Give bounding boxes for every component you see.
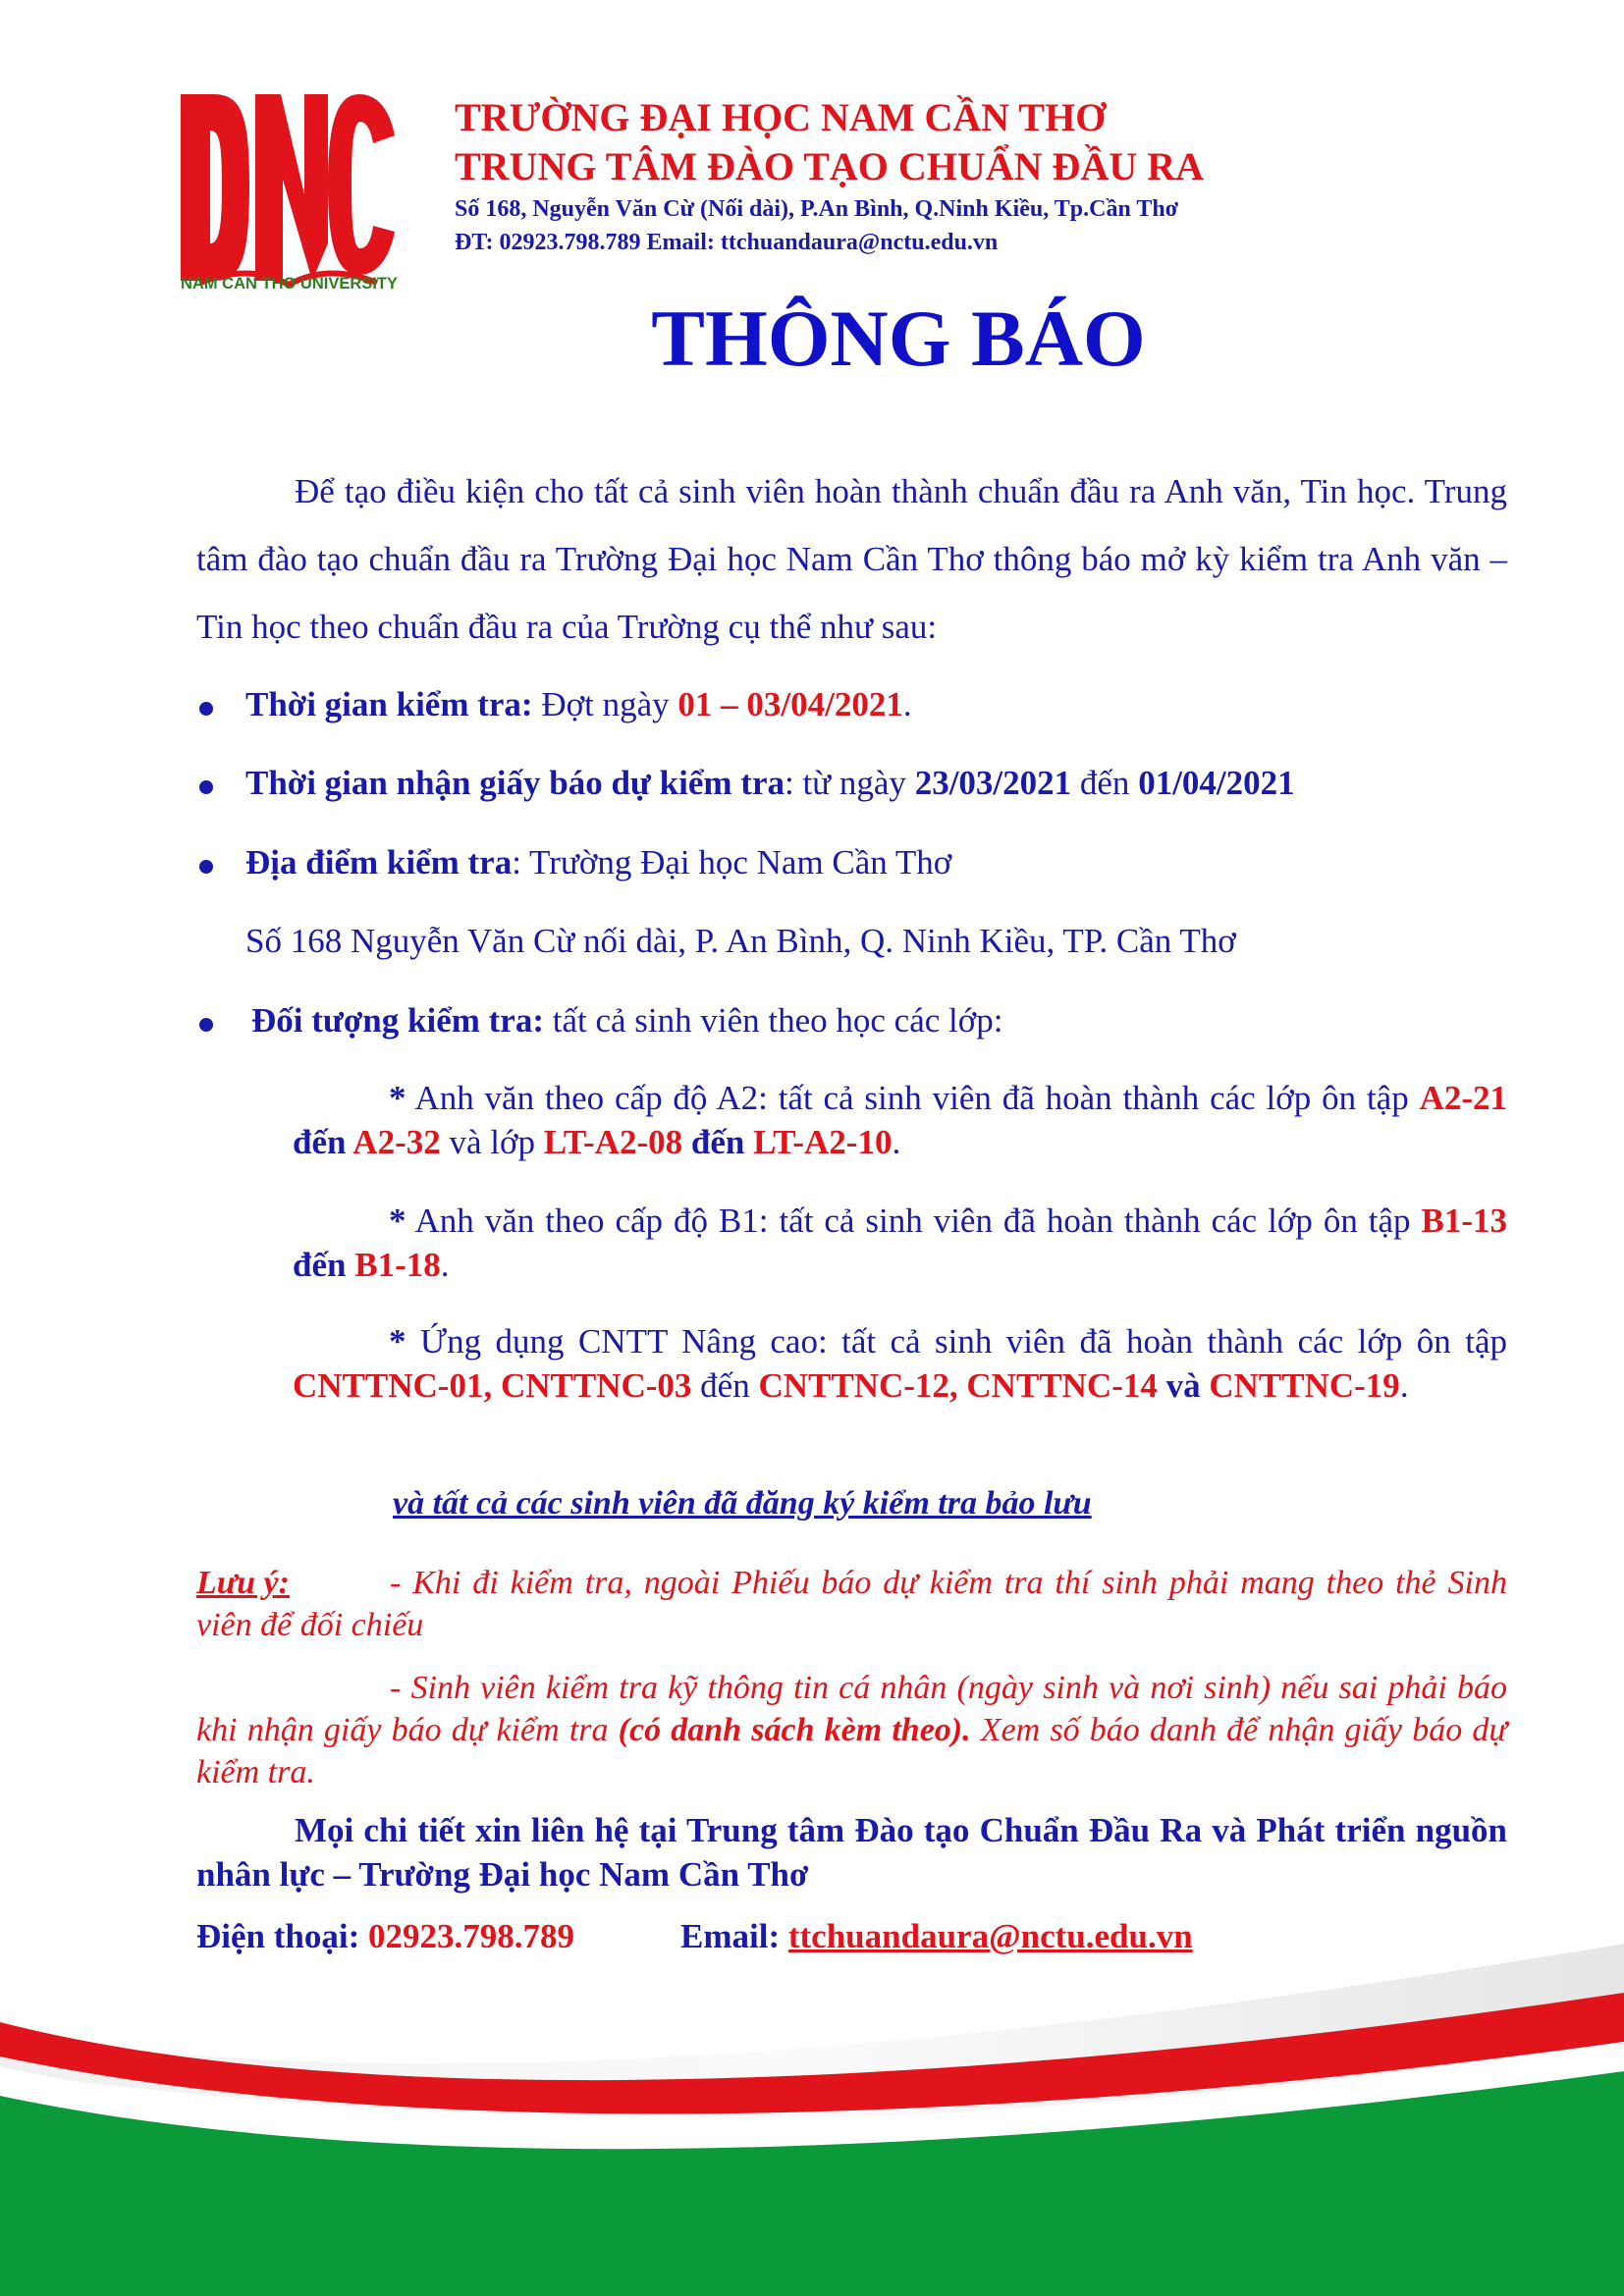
note-item-1	[196, 1562, 1507, 1646]
a2-den-2: đến	[682, 1123, 754, 1161]
a2-den-1: đến	[293, 1123, 353, 1161]
it-class-01: CNTTNC-01,	[293, 1366, 493, 1405]
note-item-2-start: - Sinh viên kiểm tra kỹ thông tin cá nhân (ngày sinh và nơi sinh) nếu sai phải báo khi nhận giấy báo dự kiểm tra	[196, 1670, 1507, 1748]
star-marker: *	[389, 1079, 406, 1117]
bullet-exam-time	[245, 685, 912, 724]
university-name: TRƯỜNG ĐẠI HỌC NAM CẦN THƠ	[455, 95, 1107, 139]
footer-wave-decoration	[0, 1924, 1624, 2296]
it-class-19: CNTTNC-19	[1209, 1366, 1400, 1405]
bullet-dot	[199, 860, 213, 874]
b1-end: .	[440, 1246, 450, 1284]
contact-paragraph: Mọi chi tiết xin liên hệ tại Trung tâm Đào tạo Chuẩn Đầu Ra và Phát triển nguồn nhân lực – Trường Đại học Nam Cần Thơ	[196, 1811, 1507, 1894]
exam-time-suffix: .	[902, 685, 912, 723]
target-value: tất cả sinh viên theo học các lớp:	[543, 1001, 1003, 1040]
receive-time-mid: đến	[1071, 764, 1139, 802]
note-item-2	[196, 1667, 1507, 1793]
intro-paragraph: Để tạo điều kiện cho tất cả sinh viên hoàn thành chuẩn đầu ra Anh văn, Tin học. Trung tâm đào tạo chuẩn đầu ra Trường Đại học Nam Cần Thơ thông báo mở kỳ kiểm tra Anh văn – Tin học theo chuẩn đầu ra của Trường cụ thể như sau:	[196, 472, 1507, 646]
email-label: Email:	[680, 1917, 788, 1955]
b1-class-start: B1-13	[1421, 1201, 1507, 1240]
receive-time-to: 01/04/2021	[1138, 764, 1295, 802]
it-and: và	[1157, 1366, 1210, 1405]
bullet-target	[251, 1001, 1003, 1041]
phone-number: 02923.798.789	[368, 1917, 574, 1955]
phone-label: Điện thoại:	[196, 1917, 368, 1955]
lt-a2-class-end: LT-A2-10	[753, 1123, 893, 1161]
it-class-12: CNTTNC-12,	[758, 1366, 958, 1405]
note-label: Lưu ý:	[196, 1565, 290, 1601]
receive-time-prefix: : từ ngày	[784, 764, 915, 802]
email-link[interactable]: ttchuandaura@nctu.edu.vn	[787, 1917, 1193, 1955]
note-item-2-bold: (có danh sách kèm theo).	[618, 1712, 971, 1748]
exam-time-prefix: Đợt ngày	[532, 685, 678, 723]
it-class-14: CNTTNC-14	[966, 1366, 1158, 1405]
reserve-note: và tất cả các sinh viên đã đăng ký kiểm tra bảo lưu	[393, 1485, 1092, 1522]
header-contact: ĐT: 02923.798.789 Email: ttchuandaura@nctu.edu.vn	[455, 230, 999, 255]
note-item-1-text: - Khi đi kiểm tra, ngoài Phiếu báo dự kiểm tra thí sinh phải mang theo thẻ Sinh viên để đối chiếu	[196, 1565, 1507, 1643]
exam-time-value: 01 – 03/04/2021	[677, 685, 903, 723]
star-marker: *	[389, 1201, 406, 1240]
exam-time-label: Thời gian kiểm tra:	[245, 685, 533, 723]
a2-end: .	[892, 1123, 901, 1161]
it-end: .	[1399, 1366, 1409, 1405]
receive-time-from: 23/03/2021	[914, 764, 1072, 802]
lt-a2-class-start: LT-A2-08	[543, 1123, 683, 1161]
b1-text: Anh văn theo cấp độ B1: tất cả sinh viên đã hoàn thành các lớp ôn tập	[406, 1201, 1411, 1240]
class-group-a2	[293, 1076, 1507, 1164]
class-group-b1	[293, 1199, 1507, 1287]
bullet-dot	[199, 780, 213, 794]
logo-caption: NAM CAN THO UNIVERSITY	[181, 275, 398, 293]
class-group-it	[293, 1319, 1507, 1408]
center-name: TRUNG TÂM ĐÀO TẠO CHUẨN ĐẦU RA	[455, 144, 1204, 188]
target-label: Đối tượng kiểm tra:	[251, 1001, 544, 1040]
location-address: Số 168 Nguyễn Văn Cừ nối dài, P. An Bình, Q. Ninh Kiều, TP. Cần Thơ	[245, 922, 1236, 960]
page-title: THÔNG BÁO	[651, 294, 1146, 383]
a2-and: và lớp	[440, 1123, 544, 1161]
bullet-receive-time	[245, 764, 1295, 803]
it-text: Ứng dụng CNTT Nâng cao: tất cả sinh viên đã hoàn thành các lớp ôn tập	[406, 1322, 1507, 1361]
a2-class-start: A2-21	[1419, 1079, 1508, 1117]
university-logo	[181, 86, 397, 297]
b1-den: đến	[293, 1246, 355, 1284]
bullet-dot	[199, 1018, 213, 1032]
header-address: Số 168, Nguyễn Văn Cừ (Nối dài), P.An Bình, Q.Ninh Kiều, Tp.Cần Thơ	[455, 196, 1179, 222]
a2-class-end: A2-32	[352, 1123, 441, 1161]
star-marker: *	[389, 1322, 406, 1361]
it-class-03: CNTTNC-03	[500, 1366, 692, 1405]
b1-class-end: B1-18	[354, 1246, 441, 1284]
receive-time-label: Thời gian nhận giấy báo dự kiểm tra	[245, 764, 785, 802]
location-label: Địa điểm kiểm tra	[245, 843, 513, 881]
a2-text: Anh văn theo cấp độ A2: tất cả sinh viên đã hoàn thành các lớp ôn tập	[406, 1079, 1409, 1117]
note-item-2-end: Xem số báo danh để nhận giấy báo dự kiểm tra.	[196, 1712, 1507, 1790]
bullet-dot	[199, 702, 213, 716]
it-den: đến	[691, 1366, 759, 1405]
bullet-location	[245, 843, 951, 882]
location-value: : Trường Đại học Nam Cần Thơ	[512, 843, 952, 881]
